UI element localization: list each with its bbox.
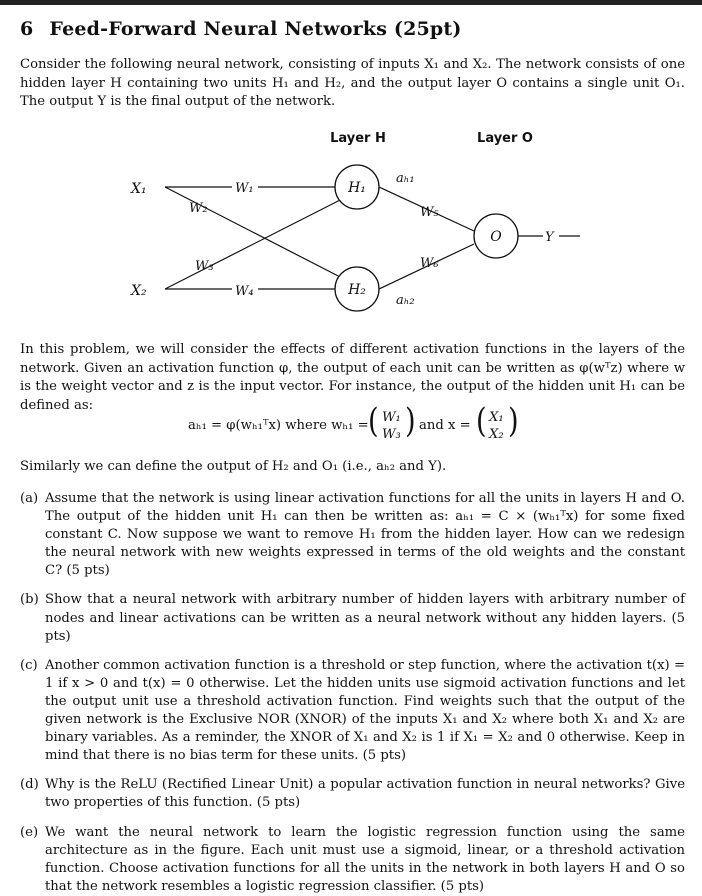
w-vector-entry-1: W₁ xyxy=(382,410,401,425)
question-c-label: (c) xyxy=(20,657,38,673)
network-diagram xyxy=(0,120,702,335)
x-vector-close-paren: ) xyxy=(508,402,519,441)
hidden-unit-h2-label: H₂ xyxy=(348,282,366,298)
activation-ah1-label: aₕ₁ xyxy=(396,171,415,186)
equation-lhs: aₕ₁ = φ(wₕ₁ᵀx) where wₕ₁ = xyxy=(188,418,369,433)
w-vector-entry-2: W₃ xyxy=(382,427,401,442)
w-vector-close-paren: ) xyxy=(405,402,416,441)
question-e-text: We want the neural network to learn the logistic regression function using the same architecture as in the figure. Each unit must use a sigmoid, linear, or a threshold activation function. Choose activation functions for all the units in the network in both layers H and O so that the network resembles a logistic regression classifier. (5 pts) xyxy=(45,824,685,894)
output-unit-o-label: O xyxy=(490,229,502,245)
problem-paragraph: In this problem, we will consider the effects of different activation functions in the layers of the network. Given an activation function φ, the output of each unit can be written as φ(wᵀz) where w is the weight vector and z is the input vector. For instance, the output of the hidden unit H₁ can be defined as: xyxy=(20,342,685,413)
section-heading xyxy=(20,18,462,40)
weight-w6-label: W₆ xyxy=(420,256,439,271)
activation-ah2-label: aₕ₂ xyxy=(396,293,415,308)
weight-w2-label: W₂ xyxy=(189,201,208,216)
x-vector-open-paren: ( xyxy=(476,402,487,441)
question-list xyxy=(20,490,685,896)
w-vector-open-paren: ( xyxy=(368,402,379,441)
equation-and-text: and x = xyxy=(419,418,471,433)
weight-w1-label: W₁ xyxy=(235,181,254,196)
question-b-text: Show that a neural network with arbitrary number of hidden layers with arbitrary number of nodes and linear activations can be written as a neural network without any hidden layers. (5 pts) xyxy=(45,592,685,644)
weight-w3-label: W₃ xyxy=(195,259,214,274)
layer-h-label: Layer H xyxy=(330,131,386,146)
question-a-label: (a) xyxy=(20,491,39,506)
question-c-text: Another common activation function is a threshold or step function, where the activation t(x) = 1 if x > 0 and t(x) = 0 otherwise. Let the hidden units use sigmoid activation functions and let the output unit use a threshold activation function. Find weights such that the output of the given network is the Exclusive NOR (XNOR) of the inputs X₁ and X₂ where both X₁ and X₂ are binary variables. As a reminder, the XNOR of X₁ and X₂ is 1 if X₁ = X₂ and 0 otherwise. Keep in mind that there is no bias term for these units. (5 pts) xyxy=(45,657,685,764)
x-vector-entry-2: X₂ xyxy=(489,427,504,442)
section-number: 6 xyxy=(20,18,34,40)
top-rule xyxy=(0,0,702,5)
similarly-paragraph: Similarly we can define the output of H₂ and O₁ (i.e., aₕ₂ and Y). xyxy=(20,459,447,474)
question-b xyxy=(20,591,685,645)
intro-paragraph: Consider the following neural network, consisting of inputs X₁ and X₂. The network consists of one hidden layer H containing two units H₁ and H₂, and the output layer O contains a single unit O₁. The output Y is the final output of the network. xyxy=(20,57,685,110)
hidden-unit-h1-label: H₁ xyxy=(348,180,366,196)
question-e-label: (e) xyxy=(20,824,39,840)
question-a xyxy=(20,490,685,580)
weight-w5-label: W₅ xyxy=(420,205,439,220)
question-a-text: Assume that the network is using linear activation functions for all the units in layers H and O. The output of the hidden unit H₁ can then be written as: aₕ₁ = C × (wₕ₁ᵀx) for some fixed constant C. Now suppose we want to remove H₁ from the hidden layer. How can we redesign the neural network with new weights expressed in terms of the old weights and the constant C? (5 pts) xyxy=(45,491,685,579)
input-x2-label: X₂ xyxy=(131,283,147,299)
output-y-label: Y xyxy=(545,230,554,245)
question-e xyxy=(20,824,685,896)
question-b-label: (b) xyxy=(20,592,39,608)
question-c xyxy=(20,657,685,766)
question-d-text: Why is the ReLU (Rectified Linear Unit) a popular activation function in neural networks? Give two properties of this function. (5 pts) xyxy=(45,777,685,811)
hidden-unit-equation xyxy=(0,402,702,446)
question-d-label: (d) xyxy=(20,777,39,793)
x-vector-entry-1: X₁ xyxy=(489,410,504,425)
input-x1-label: X₁ xyxy=(131,181,147,197)
question-d xyxy=(20,776,685,812)
layer-o-label: Layer O xyxy=(477,131,533,146)
section-title: Feed-Forward Neural Networks (25pt) xyxy=(49,18,462,40)
weight-w4-label: W₄ xyxy=(235,284,254,299)
